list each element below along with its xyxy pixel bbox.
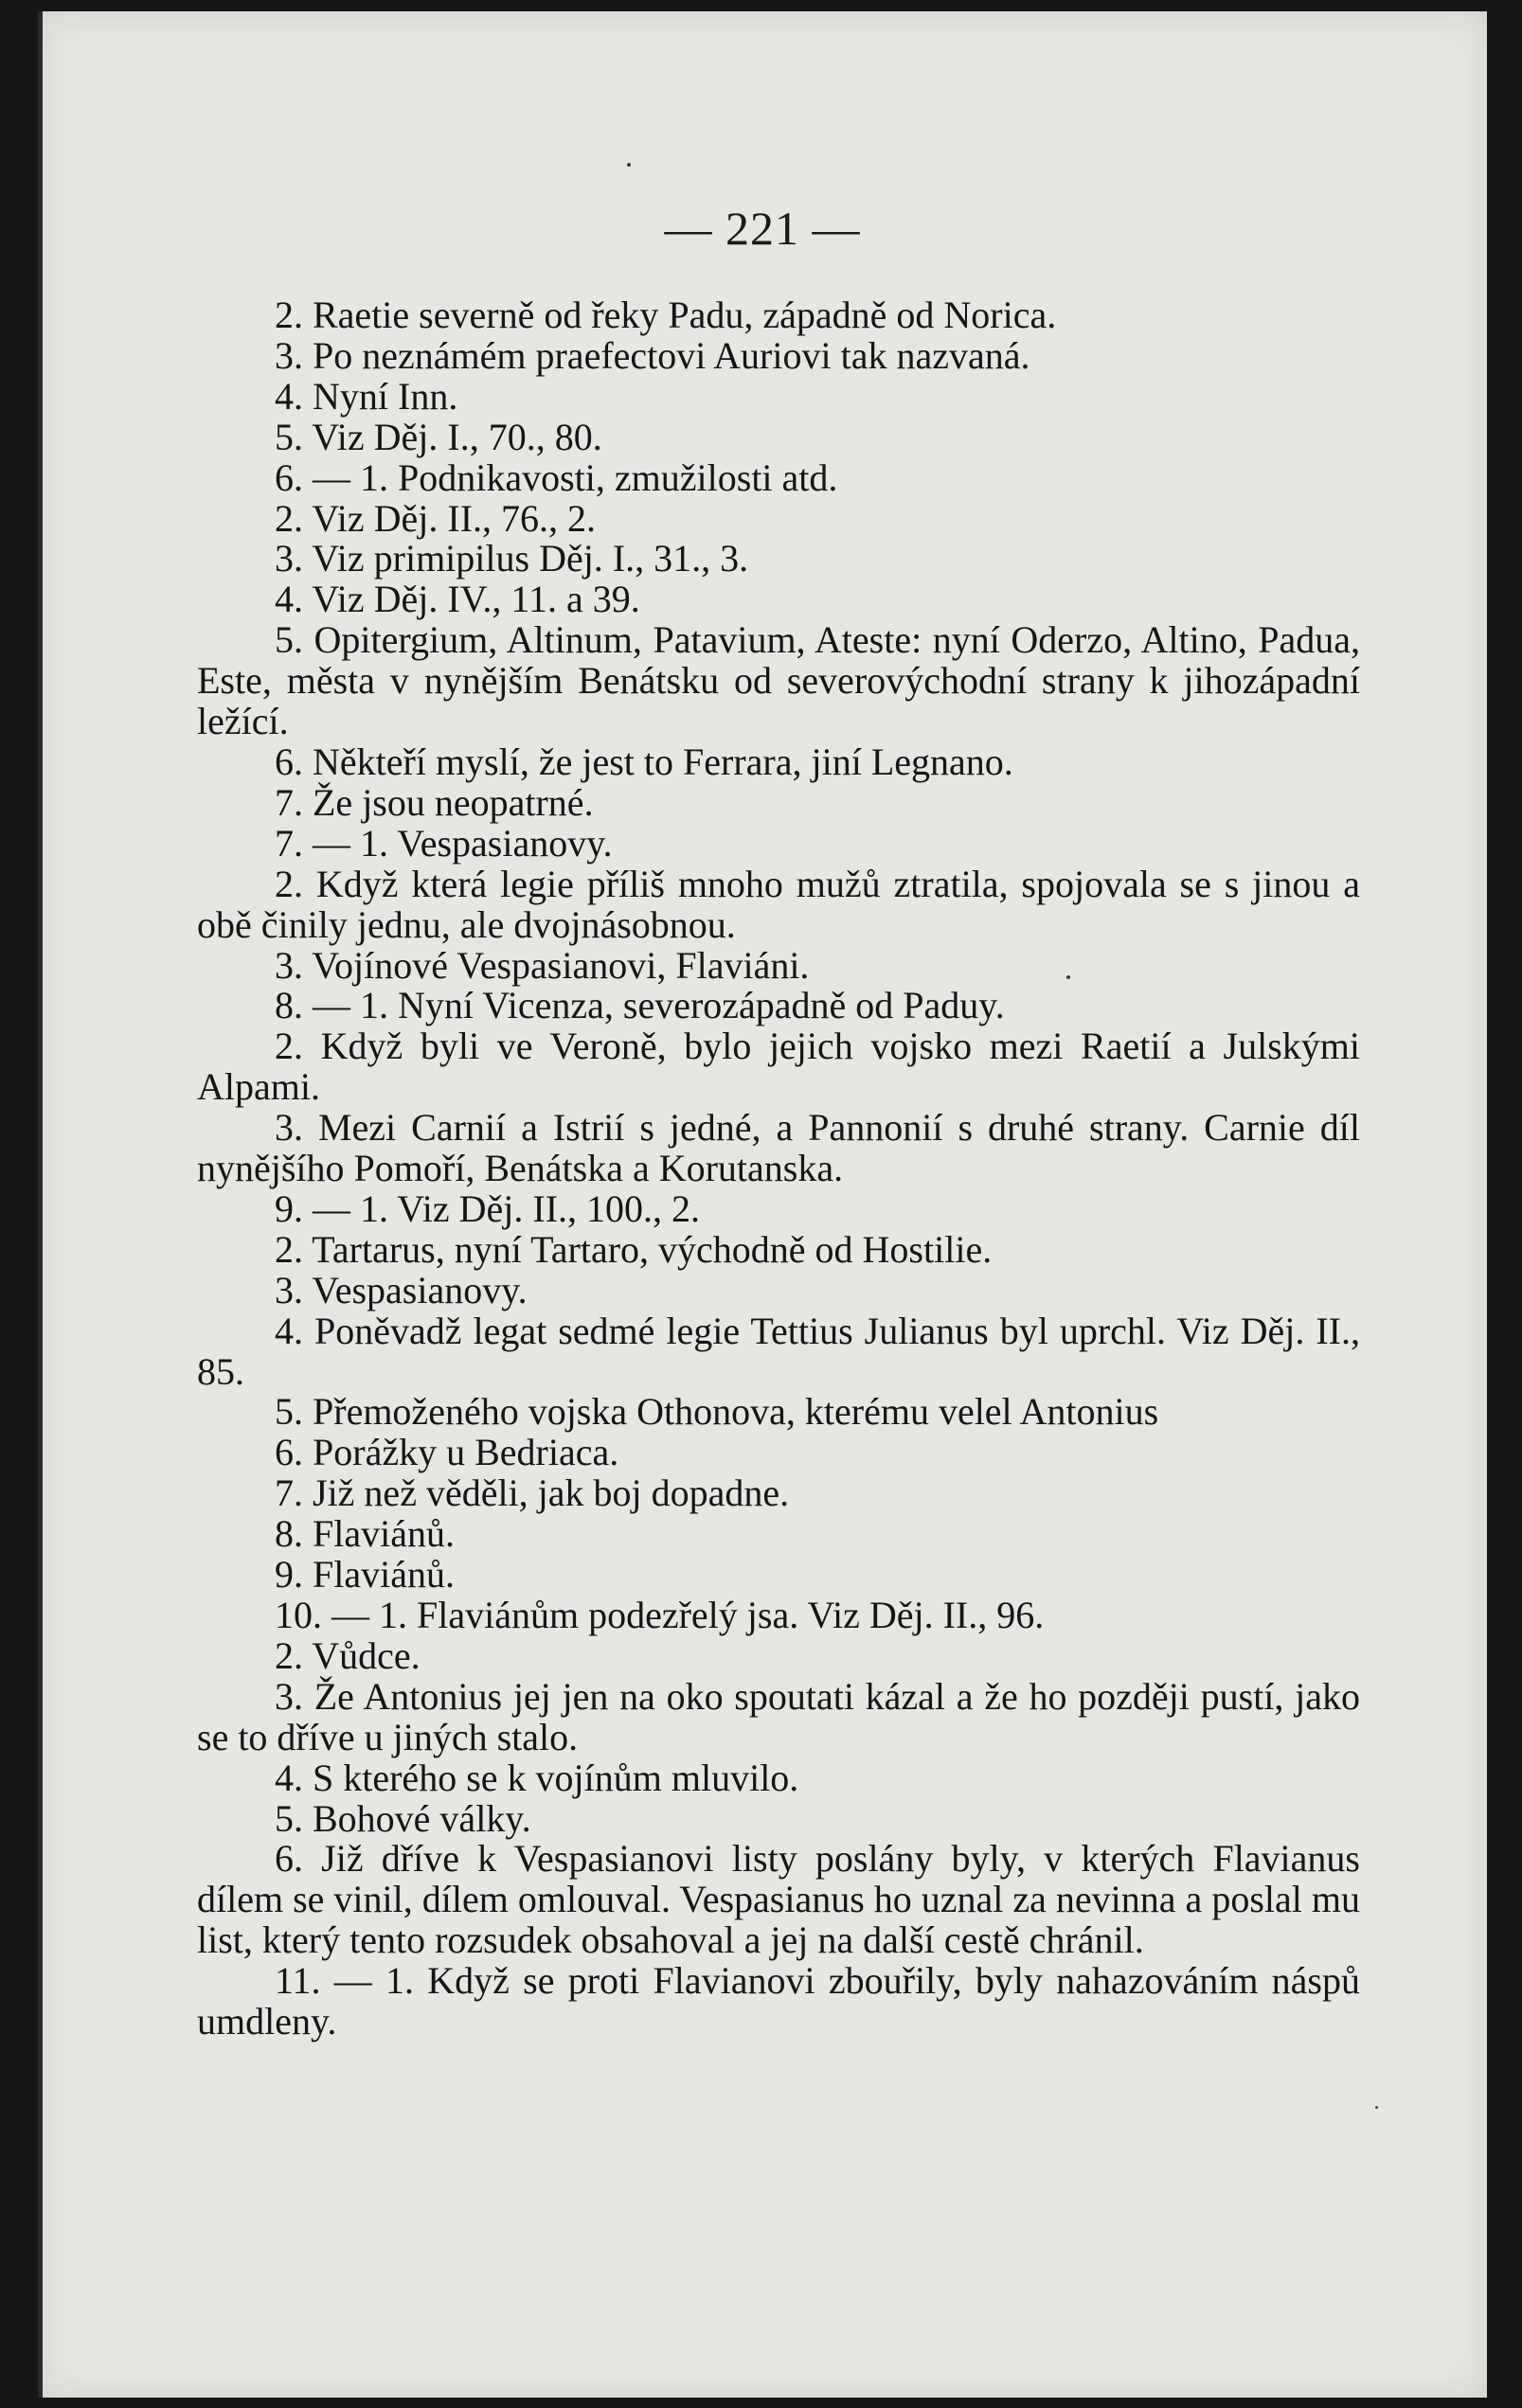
note-line: 4. Poněvadž legat sedmé legie Tettius Julianus byl uprchl. Viz Děj. II., 85. bbox=[197, 1309, 1360, 1393]
note-line: 4. Viz Děj. IV., 11. a 39. bbox=[275, 578, 640, 621]
note-line: 2. Raetie severně od řeky Padu, západně od Norica. bbox=[275, 294, 1057, 336]
book-page bbox=[38, 11, 1487, 2398]
note-line: 3. Mezi Carnií a Istrií s jedné, a Pannonií s druhé strany. Carnie díl nynějšího Pomoří, Benátska a Korutanska. bbox=[197, 1106, 1360, 1190]
note-line: 2. Vůdce. bbox=[275, 1633, 421, 1677]
note-line: 5. Opitergium, Altinum, Patavium, Ateste: nyní Oderzo, Altino, Padua, Este, města v nynějším Benátsku od severovýchodní strany k jihozápadní ležící. bbox=[197, 618, 1360, 743]
note-line: 2. Viz Děj. II., 76., 2. bbox=[275, 496, 597, 540]
note-line: 4. S kterého se k vojínům mluvilo. bbox=[275, 1756, 799, 1799]
note-line: 7. Již než věděli, jak boj dopadne. bbox=[275, 1472, 790, 1515]
note-line: 9. Flaviánů. bbox=[275, 1553, 455, 1596]
note-line: 3. Viz primipilus Děj. I., 31., 3. bbox=[275, 537, 749, 580]
note-line: 8. Flaviánů. bbox=[275, 1512, 455, 1556]
note-line: 6. — 1. Podnikavosti, zmužilosti atd. bbox=[275, 455, 838, 499]
note-line: 6. Porážky u Bedriaca. bbox=[275, 1431, 619, 1474]
note-line: 6. Někteří myslí, že jest to Ferrara, jiní Legnano. bbox=[275, 740, 1013, 783]
note-line: 3. Po neznámém praefectovi Auriovi tak nazvaná. bbox=[275, 333, 1030, 377]
page-edge-line bbox=[38, 11, 43, 2398]
note-line: 3. Vespasianovy. bbox=[275, 1268, 528, 1311]
note-line: 10. — 1. Flaviánům podezřelý jsa. Viz Děj. II., 96. bbox=[275, 1594, 1045, 1636]
print-speck bbox=[1375, 2106, 1378, 2109]
note-line: 5. Přemoženého vojska Othonova, kterému velel Antonius bbox=[275, 1390, 1159, 1434]
note-line: 2. Tartarus, nyní Tartaro, východně od Hostilie. bbox=[275, 1227, 993, 1271]
note-line: 9. — 1. Viz Děj. II., 100., 2. bbox=[275, 1186, 701, 1230]
note-line: 8. — 1. Nyní Vicenza, severozápadně od Paduy. bbox=[275, 984, 1005, 1027]
page-number: — 221 — bbox=[664, 202, 861, 255]
print-speck bbox=[1066, 975, 1070, 979]
note-line: 5. Bohové války. bbox=[275, 1796, 531, 1840]
note-line: 7. Že jsou neopatrné. bbox=[275, 780, 594, 824]
note-line: 7. — 1. Vespasianovy. bbox=[275, 821, 613, 865]
note-line: 5. Viz Děj. I., 70., 80. bbox=[275, 415, 602, 458]
note-line: 4. Nyní Inn. bbox=[275, 374, 458, 418]
note-line: 11. — 1. Když se proti Flavianovi zbouřily, byly nahazováním náspů umdleny. bbox=[197, 1959, 1360, 2043]
note-line: 2. Když která legie příliš mnoho mužů ztratila, spojovala se s jinou a obě činily jednu, ale dvojnásobnou. bbox=[197, 862, 1360, 946]
note-line: 2. Když byli ve Veroně, bylo jejich vojsko mezi Raetií a Julskými Alpami. bbox=[197, 1025, 1360, 1109]
note-line: 6. Již dříve k Vespasianovi listy poslány byly, v kterých Flavianus dílem se vinil, dílem omlouval. Vespasianus ho uznal za nevinna a poslal mu list, který tento rozsudek obsahoval a jej na další cestě chránil. bbox=[197, 1837, 1360, 1962]
notes-list bbox=[197, 295, 1360, 2042]
note-line: 3. Že Antonius jej jen na oko spoutati kázal a že ho později pustí, jako se to dříve u jiných stalo. bbox=[197, 1674, 1360, 1758]
print-speck bbox=[627, 163, 631, 167]
note-line: 3. Vojínové Vespasianovi, Flaviáni. bbox=[275, 943, 810, 987]
